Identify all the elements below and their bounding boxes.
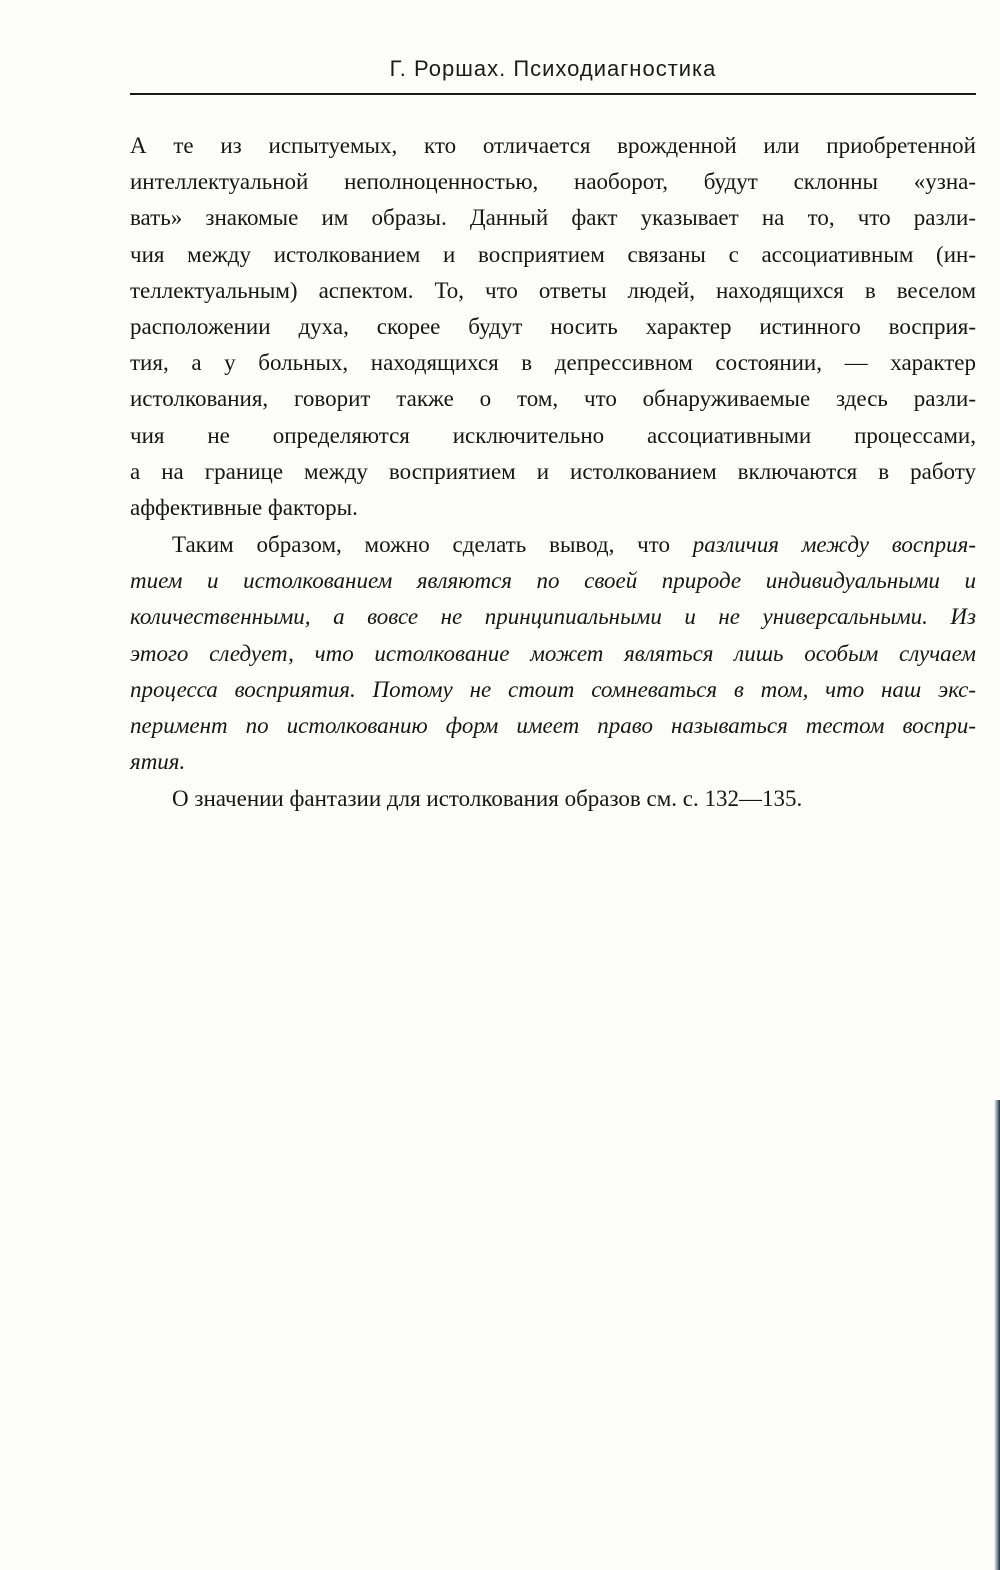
italic-run: тием и истолкованием являются по своей природе индивидуальными и [130,568,976,594]
text-run: расположении духа, скорее будут носить характер истинного восприя- [130,313,976,339]
paragraph [130,128,976,526]
text-line [130,345,976,381]
text-line [130,744,976,780]
italic-run: этого следует, что истолкование может являться лишь особым случаем [130,640,976,666]
text-line [130,273,976,309]
text-run: Таким образом, можно сделать вывод, что [172,532,693,558]
text-line [130,237,976,273]
text-line [130,418,976,454]
text-line [130,454,976,490]
paragraph [130,781,976,817]
text-line [130,200,976,236]
text-run: аффективные факторы. [130,494,358,520]
text-run: а на границе между восприятием и истолкованием включаются в работу [130,458,976,484]
text-run: чия не определяются исключительно ассоциативными процессами, [130,422,976,448]
text-line [130,708,976,744]
text-run: тия, а у больных, находящихся в депрессивном состоянии, — характер [130,350,976,376]
text-run: интеллектуальной неполноценностью, наоборот, будут склонны «узна- [130,169,976,195]
text-run: теллектуальным) аспектом. То, что ответы людей, находящихся в веселом [130,277,976,303]
text-line [130,527,976,563]
italic-run: процесса восприятия. Потому не стоит сомневаться в том, что наш экс- [130,676,976,702]
text-line [130,636,976,672]
text-line [130,781,976,817]
text-run: вать» знакомые им образы. Данный факт указывает на то, что разли- [130,205,976,231]
text-line [130,563,976,599]
text-run: чия между истолкованием и восприятием связаны с ассоциативным (ин- [130,241,976,267]
text-run: О значении фантазии для истолкования образов см. с. 132—135. [172,786,803,812]
italic-run: ятия. [130,749,186,775]
italic-run: количественными, а вовсе не принципиальными и не универсальными. Из [130,604,976,630]
body-text [130,128,976,818]
text-line [130,309,976,345]
text-line [130,164,976,200]
page-edge-shadow [994,1100,1000,1570]
running-header: Г. Роршах. Психодиагностика [389,56,717,81]
text-run: А те из испытуемых, кто отличается врожденной или приобретенной [130,133,976,158]
text-line [130,490,976,526]
italic-run: различия между восприя- [692,532,976,558]
text-line [130,128,976,164]
text-run: истолкования, говорит также о том, что обнаруживаемые здесь разли- [130,386,976,412]
text-line [130,672,976,708]
italic-run: перимент по истолкованию форм имеет право называться тестом воспри- [130,713,976,738]
header-rule [130,93,976,95]
paragraph [130,527,976,780]
text-line [130,381,976,417]
text-line [130,599,976,635]
